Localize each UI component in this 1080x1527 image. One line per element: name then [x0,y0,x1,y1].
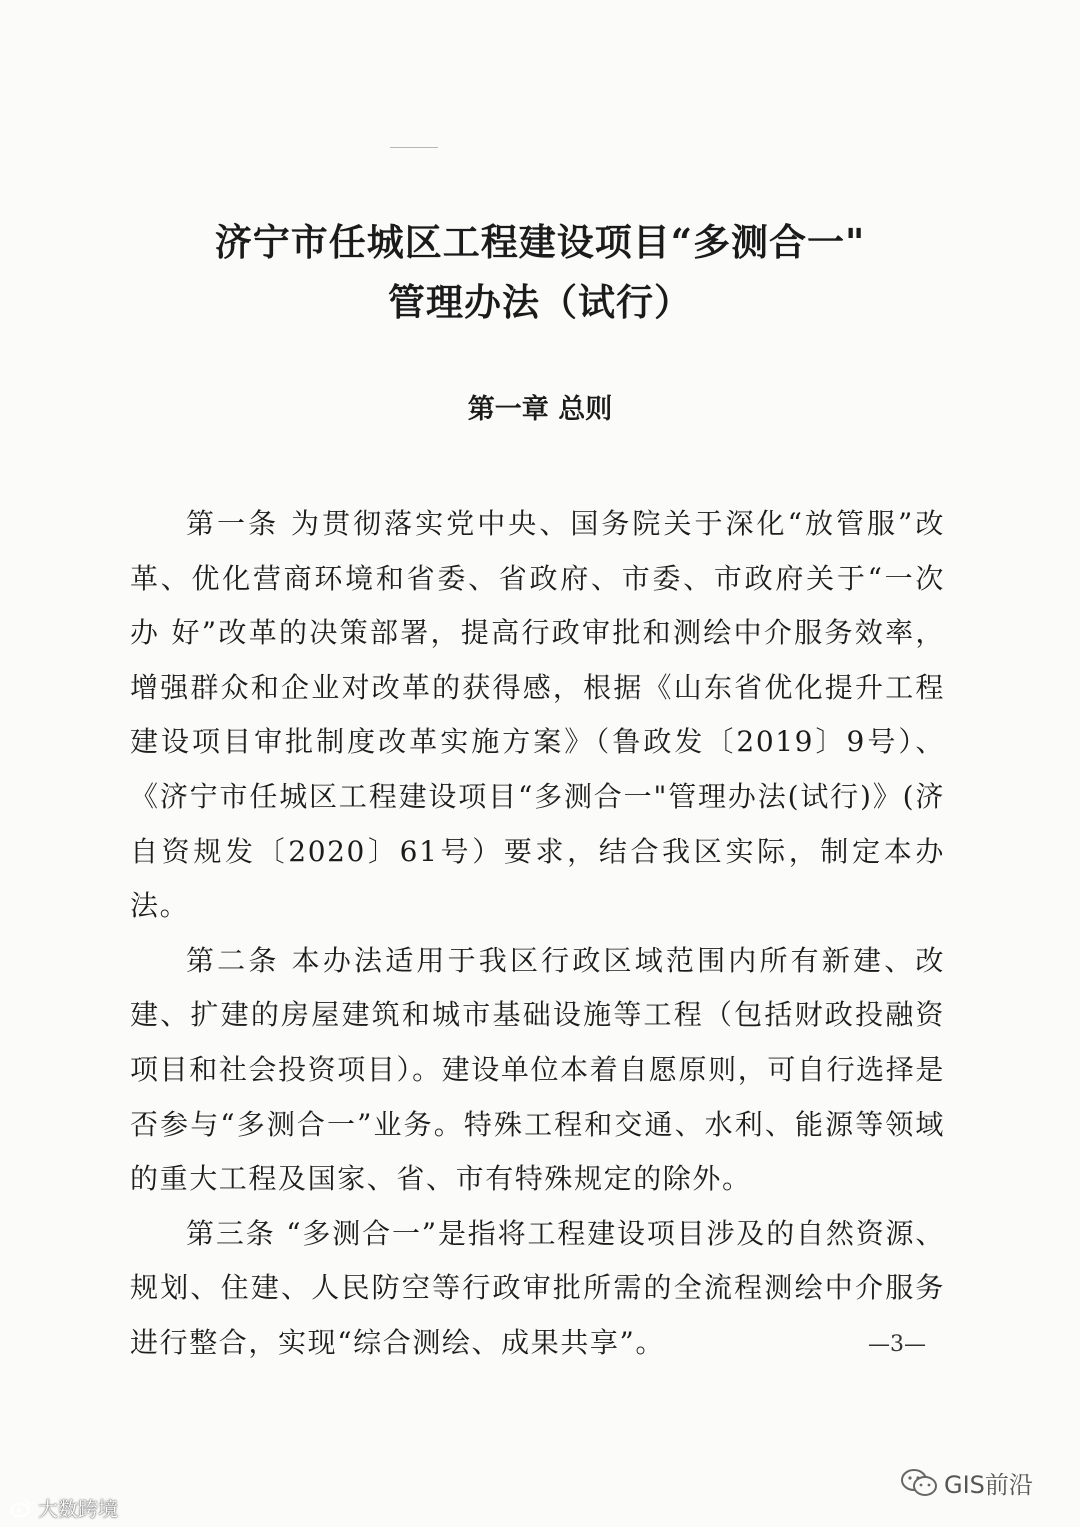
wechat-icon [900,1468,938,1498]
watermark-right-text: GIS前沿 [944,1471,1033,1499]
watermark-right [900,1465,1033,1500]
article-2: 第二条 本办法适用于我区行政区域范围内所有新建、改建、扩建的房屋建筑和城市基础设施等工程（包括财政投融资项目和社会投资项目）。建设单位本着自愿原则，可自行选择是否参与“多测合一”业务。特殊工程和交通、水利、能源等领域的重大工程及国家、省、市有特殊规定的除外。 [130,943,945,1196]
watermark-left [10,1493,118,1522]
title-line-1: 济宁市任城区工程建设项目“多测合一" [214,220,866,264]
article-1: 第一条 为贯彻落实党中央、国务院关于深化“放管服”改革、优化营商环境和省委、省政府、市委、市政府关于“一次办 好”改革的决策部署，提高行政审批和测绘中介服务效率，增强群众和企业对改革的获得感，根据《山东省优化提升工程建设项目审批制度改革实施方案》（鲁政发〔2019〕9号）、《济宁市任城区工程建设项目“多测合一"管理办法(试行)》(济自资规发〔2020〕61号）要求，结合我区实际，制定本办法。 [130,507,945,923]
document-body [130,497,945,1371]
title-line-2: 管理办法（试行） [388,280,692,324]
watermark-left-text: 大数跨境 [38,1497,118,1521]
weibo-icon [10,1497,32,1519]
page-number: —3— [868,1332,926,1357]
chapter-heading: 第一章 总则 [467,394,613,425]
top-rule-line [390,147,438,148]
document-title [0,212,1080,332]
article-3: 第三条 “多测合一”是指将工程建设项目涉及的自然资源、规划、住建、人民防空等行政审批所需的全流程测绘中介服务进行整合，实现“综合测绘、成果共享”。 [130,1216,945,1359]
